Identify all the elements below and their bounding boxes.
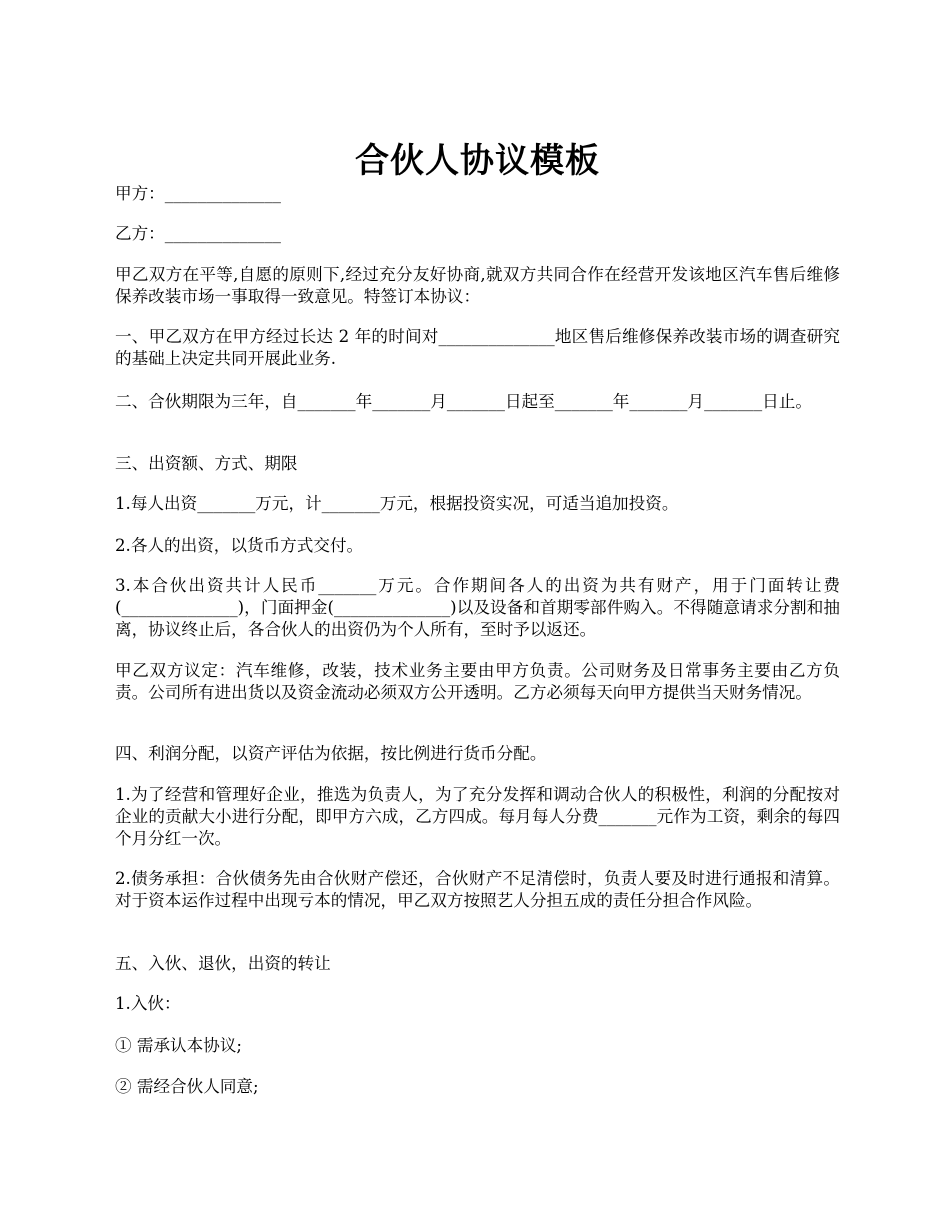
section-5-heading: 五、入伙、退伙，出资的转让 bbox=[115, 954, 331, 973]
document-title: 合伙人协议模板 bbox=[355, 140, 600, 181]
clause-2-term-paragraph: 二、合伙期限为三年，自_______年_______月_______日起至_______年_______月_______日止。 bbox=[115, 392, 812, 411]
section-3-heading: 三、出资额、方式、期限 bbox=[115, 454, 298, 473]
profit-item-1: 1.为了经营和管理好企业，推选为负责人，为了充分发挥和调动合伙人的积极性，利润的分配按对企业的贡献大小进行分配，即甲方六成，乙方四成。每月每人分费_______元作为工资，剩余的每四个月分红一次。 bbox=[115, 785, 840, 848]
join-condition-2: ② 需经合伙人同意; bbox=[115, 1077, 259, 1096]
party-b-line: 乙方：______________ bbox=[115, 224, 281, 243]
contribution-item-3: 3.本合伙出资共计人民币_______万元。合作期间各人的出资为共有财产，用于门面转让费(______________)，门面押金(______________)以及设备和首期零部件购入。不得随意请求分割和抽离，协议终止后，各合伙人的出资仍为个人所有，至时予以返还。 bbox=[115, 576, 840, 639]
preamble-paragraph: 甲乙双方在平等,自愿的原则下,经过充分友好协商,就双方共同合作在经营开发该地区汽车售后维修保养改装市场一事取得一致意见。特签订本协议： bbox=[115, 265, 840, 306]
contribution-item-1: 1.每人出资_______万元，计_______万元，根据投资实况，可适当追加投资。 bbox=[115, 494, 679, 513]
contribution-item-2: 2.各人的出资，以货币方式交付。 bbox=[115, 536, 364, 555]
responsibility-paragraph: 甲乙双方议定：汽车维修，改装，技术业务主要由甲方负责。公司财务及日常事务主要由乙方负责。公司所有进出货以及资金流动必须双方公开透明。乙方必须每天向甲方提供当天财务情况。 bbox=[115, 661, 840, 702]
clause-1-paragraph: 一、甲乙双方在甲方经过长达 2 年的时间对______________地区售后维修保养改装市场的调查研究的基础上决定共同开展此业务. bbox=[115, 327, 840, 368]
join-item-heading: 1.入伙： bbox=[115, 994, 181, 1013]
profit-item-2: 2.债务承担：合伙债务先由合伙财产偿还，合伙财产不足清偿时，负责人要及时进行通报和清算。对于资本运作过程中出现亏本的情况，甲乙双方按照艺人分担五成的责任分担合作风险。 bbox=[115, 869, 840, 910]
join-condition-1: ① 需承认本协议; bbox=[115, 1036, 243, 1055]
section-4-heading: 四、利润分配，以资产评估为依据，按比例进行货币分配。 bbox=[115, 744, 547, 763]
party-a-line: 甲方：______________ bbox=[115, 184, 281, 203]
